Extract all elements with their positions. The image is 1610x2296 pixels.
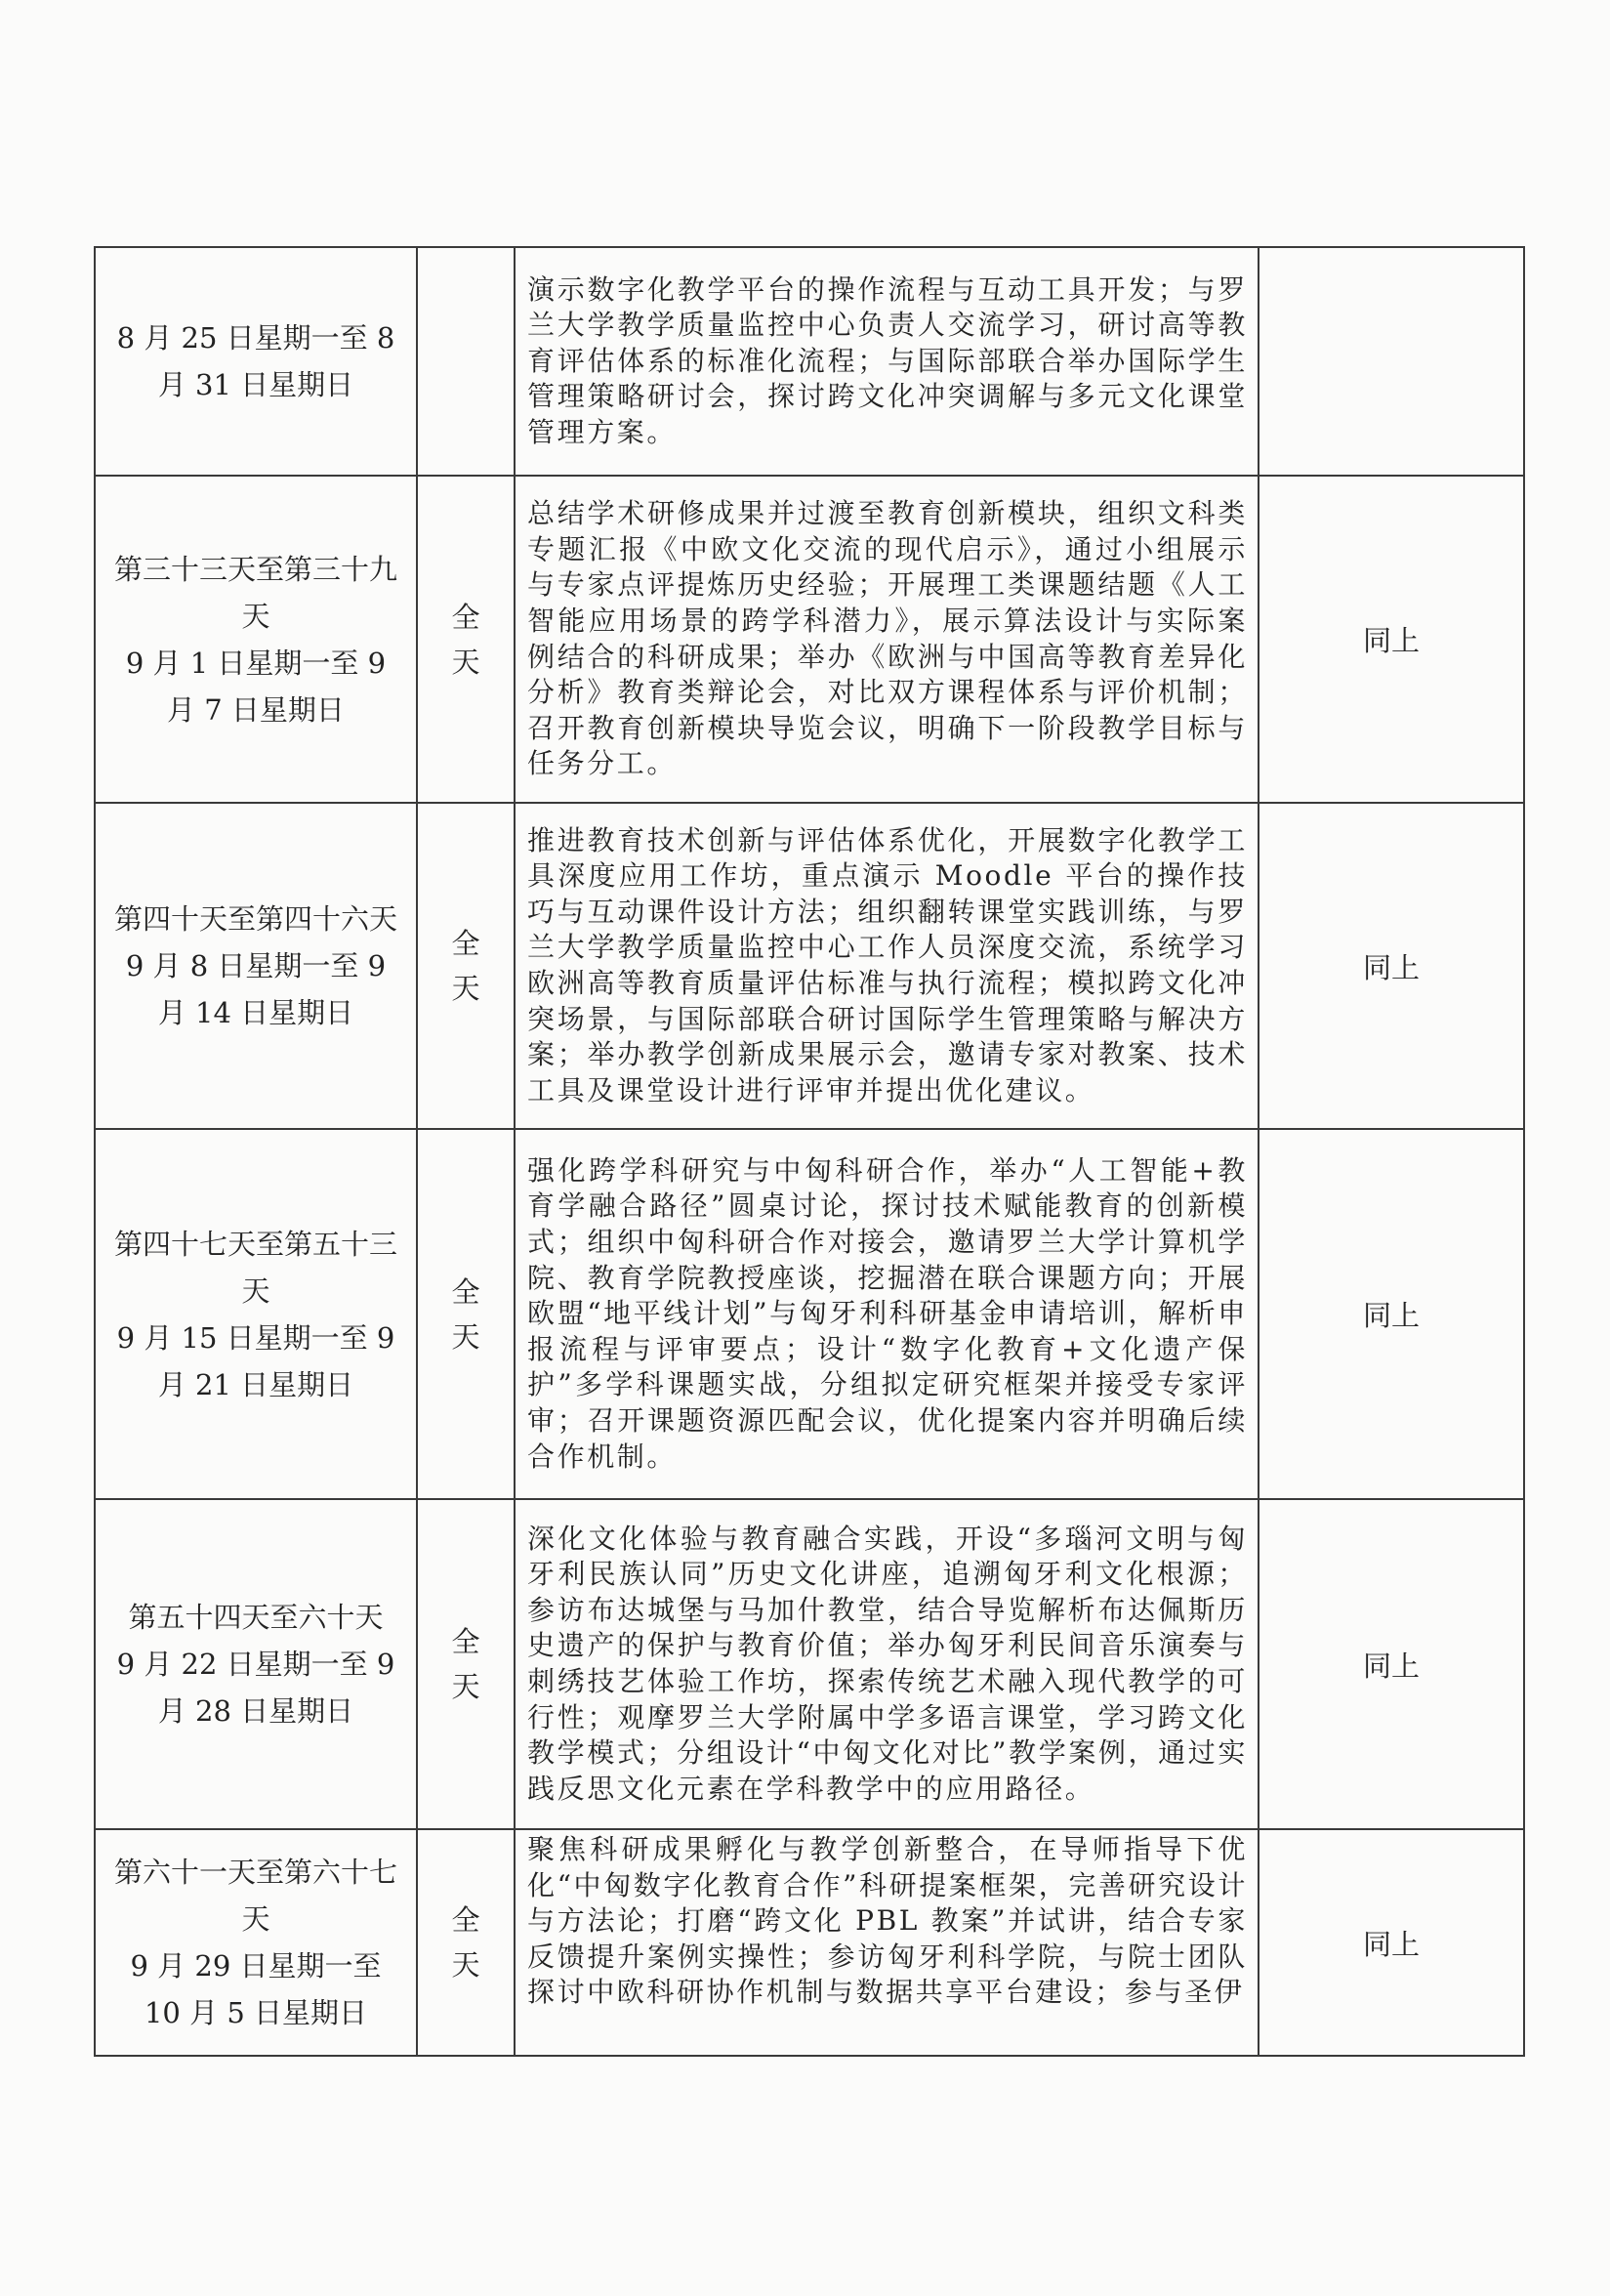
date-text: 第四十天至第四十六天 9 月 8 日星期一至 9 月 14 日星期日 <box>113 902 397 1029</box>
date-text: 第三十三天至第三十九天 9 月 1 日星期一至 9 月 7 日星期日 <box>113 552 397 727</box>
content-cell: 演示数字化教学平台的操作流程与互动工具开发；与罗兰大学教学质量监控中心负责人交流学习，研讨高等教育评估体系的标准化流程；与国际部联合举办国际学生管理策略研讨会，探讨跨文化冲突调解与多元文化课堂管理方案。 <box>515 247 1259 476</box>
time-text: 全天 <box>451 600 480 679</box>
date-cell <box>95 803 417 1129</box>
time-text: 全天 <box>451 1903 480 1982</box>
time-cell <box>417 1129 515 1499</box>
time-cell <box>417 247 515 476</box>
note-cell: 同上 <box>1259 1829 1524 2056</box>
table-row <box>95 247 1524 476</box>
time-cell <box>417 476 515 803</box>
table-row <box>95 1829 1524 2056</box>
date-cell <box>95 1499 417 1829</box>
content-cell: 推进教育技术创新与评估体系优化，开展数字化教学工具深度应用工作坊，重点演示 Moodle 平台的操作技巧与互动课件设计方法；组织翻转课堂实践训练，与罗兰大学教学质量监控中心工作人员深度交流，系统学习欧洲高等教育质量评估标准与执行流程；模拟跨文化冲突场景，与国际部联合研讨国际学生管理策略与解决方案；举办教学创新成果展示会，邀请专家对教案、技术工具及课堂设计进行评审并提出优化建议。 <box>515 803 1259 1129</box>
date-text: 第五十四天至六十天 9 月 22 日星期一至 9 月 28 日星期日 <box>116 1601 395 1728</box>
time-text: 全天 <box>451 1274 480 1354</box>
table-row <box>95 1129 1524 1499</box>
table-row <box>95 803 1524 1129</box>
note-cell: 同上 <box>1259 476 1524 803</box>
time-text: 全天 <box>451 1625 480 1703</box>
date-cell <box>95 1129 417 1499</box>
date-cell <box>95 1829 417 2056</box>
content-cell: 深化文化体验与教育融合实践，开设“多瑙河文明与匈牙利民族认同”历史文化讲座，追溯匈牙利文化根源；参访布达城堡与马加什教堂，结合导览解析布达佩斯历史遗产的保护与教育价值；举办匈牙利民间音乐演奏与刺绣技艺体验工作坊，探索传统艺术融入现代教学的可行性；观摩罗兰大学附属中学多语言课堂，学习跨文化教学模式；分组设计“中匈文化对比”教学案例，通过实践反思文化元素在学科教学中的应用路径。 <box>515 1499 1259 1829</box>
table-row <box>95 1499 1524 1829</box>
content-cell: 总结学术研修成果并过渡至教育创新模块，组织文科类专题汇报《中欧文化交流的现代启示》，通过小组展示与专家点评提炼历史经验；开展理工类课题结题《人工智能应用场景的跨学科潜力》，展示算法设计与实际案例结合的科研成果；举办《欧洲与中国高等教育差异化分析》教育类辩论会，对比双方课程体系与评价机制；召开教育创新模块导览会议，明确下一阶段教学目标与任务分工。 <box>515 476 1259 803</box>
time-cell <box>417 803 515 1129</box>
date-cell <box>95 247 417 476</box>
schedule-table <box>94 246 1525 2057</box>
date-text: 第六十一天至第六十七天 9 月 29 日星期一至 10 月 5 日星期日 <box>113 1856 397 2029</box>
note-cell: 同上 <box>1259 1129 1524 1499</box>
date-text: 8 月 25 日星期一至 8 月 31 日星期日 <box>116 321 395 401</box>
date-text: 第四十七天至第五十三天 9 月 15 日星期一至 9 月 21 日星期日 <box>113 1227 397 1401</box>
table-row <box>95 476 1524 803</box>
time-cell <box>417 1499 515 1829</box>
note-cell: 同上 <box>1259 803 1524 1129</box>
content-cell: 聚焦科研成果孵化与教学创新整合，在导师指导下优化“中匈数字化教育合作”科研提案框架，完善研究设计与方法论；打磨“跨文化 PBL 教案”并试讲，结合专家反馈提升案例实操性；参访匈牙利科学院，与院士团队探讨中欧科研协作机制与数据共享平台建设；参与圣伊 <box>515 1829 1259 2056</box>
date-cell <box>95 476 417 803</box>
note-cell: 同上 <box>1259 1499 1524 1829</box>
time-cell <box>417 1829 515 2056</box>
time-text: 全天 <box>451 927 480 1005</box>
note-cell <box>1259 247 1524 476</box>
content-cell: 强化跨学科研究与中匈科研合作，举办“人工智能+教育学融合路径”圆桌讨论，探讨技术赋能教育的创新模式；组织中匈科研合作对接会，邀请罗兰大学计算机学院、教育学院教授座谈，挖掘潜在联合课题方向；开展欧盟“地平线计划”与匈牙利科研基金申请培训，解析申报流程与评审要点；设计“数字化教育+文化遗产保护”多学科课题实战，分组拟定研究框架并接受专家评审；召开课题资源匹配会议，优化提案内容并明确后续合作机制。 <box>515 1129 1259 1499</box>
